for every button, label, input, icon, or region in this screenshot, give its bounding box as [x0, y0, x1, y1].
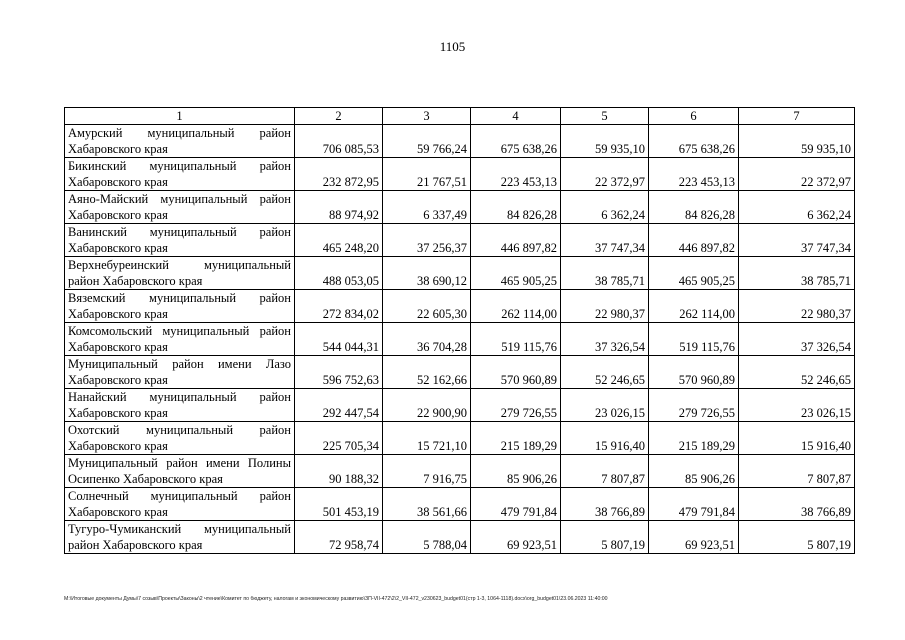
column-header: 3 — [383, 108, 471, 125]
amount-cell: 488 053,05 — [295, 257, 383, 290]
amount-cell: 225 705,34 — [295, 422, 383, 455]
amount-cell: 22 980,37 — [739, 290, 855, 323]
amount-cell: 59 935,10 — [739, 125, 855, 158]
district-name-cell: Комсомольский муниципальный район Хабаровского края — [65, 323, 295, 356]
table-row — [65, 389, 855, 422]
amount-cell: 5 788,04 — [383, 521, 471, 554]
amount-cell: 37 326,54 — [739, 323, 855, 356]
amount-cell: 479 791,84 — [471, 488, 561, 521]
amount-cell: 22 605,30 — [383, 290, 471, 323]
table-row — [65, 290, 855, 323]
amount-cell: 232 872,95 — [295, 158, 383, 191]
page-number: 1105 — [439, 39, 466, 54]
table-row — [65, 191, 855, 224]
amount-cell: 5 807,19 — [739, 521, 855, 554]
column-header: 7 — [739, 108, 855, 125]
district-name-cell: Муниципальный район имени Лазо Хабаровского края — [65, 356, 295, 389]
amount-cell: 6 337,49 — [383, 191, 471, 224]
amount-cell: 7 807,87 — [739, 455, 855, 488]
amount-cell: 279 726,55 — [649, 389, 739, 422]
amount-cell: 69 923,51 — [471, 521, 561, 554]
table-row — [65, 455, 855, 488]
amount-cell: 85 906,26 — [649, 455, 739, 488]
table-row — [65, 521, 855, 554]
amount-cell: 38 690,12 — [383, 257, 471, 290]
amount-cell: 544 044,31 — [295, 323, 383, 356]
amount-cell: 501 453,19 — [295, 488, 383, 521]
amount-cell: 90 188,32 — [295, 455, 383, 488]
amount-cell: 22 900,90 — [383, 389, 471, 422]
amount-cell: 88 974,92 — [295, 191, 383, 224]
budget-table — [64, 107, 855, 554]
amount-cell: 479 791,84 — [649, 488, 739, 521]
amount-cell: 215 189,29 — [471, 422, 561, 455]
amount-cell: 69 923,51 — [649, 521, 739, 554]
amount-cell: 38 561,66 — [383, 488, 471, 521]
amount-cell: 6 362,24 — [561, 191, 649, 224]
amount-cell: 85 906,26 — [471, 455, 561, 488]
amount-cell: 223 453,13 — [649, 158, 739, 191]
amount-cell: 52 246,65 — [561, 356, 649, 389]
amount-cell: 38 785,71 — [739, 257, 855, 290]
amount-cell: 292 447,54 — [295, 389, 383, 422]
amount-cell: 15 721,10 — [383, 422, 471, 455]
amount-cell: 706 085,53 — [295, 125, 383, 158]
amount-cell: 446 897,82 — [471, 224, 561, 257]
amount-cell: 37 256,37 — [383, 224, 471, 257]
document-path-footer: M:\Итоговые документы Думы\7 созыв\Проекты\Законы\2 чтение\Комитет по бюджету, налогам и экономическому развитию\ЗП-VII-472\2\2_VII-472_v230623_budget01(стр 1-3, 1064-1118).docx\org_budget01\23.06.2023 11:40:00 — [64, 596, 608, 602]
amount-cell: 272 834,02 — [295, 290, 383, 323]
district-name-cell: Солнечный муниципальный район Хабаровского края — [65, 488, 295, 521]
amount-cell: 570 960,89 — [471, 356, 561, 389]
amount-cell: 446 897,82 — [649, 224, 739, 257]
amount-cell: 465 248,20 — [295, 224, 383, 257]
amount-cell: 675 638,26 — [471, 125, 561, 158]
amount-cell: 52 162,66 — [383, 356, 471, 389]
amount-cell: 38 766,89 — [739, 488, 855, 521]
amount-cell: 52 246,65 — [739, 356, 855, 389]
amount-cell: 21 767,51 — [383, 158, 471, 191]
amount-cell: 37 747,34 — [561, 224, 649, 257]
amount-cell: 23 026,15 — [561, 389, 649, 422]
district-name-cell: Вяземский муниципальный район Хабаровского края — [65, 290, 295, 323]
amount-cell: 22 980,37 — [561, 290, 649, 323]
table-row — [65, 224, 855, 257]
table-row — [65, 323, 855, 356]
district-name-cell: Аяно-Майский муниципальный район Хабаровского края — [65, 191, 295, 224]
district-name-cell: Ванинский муниципальный район Хабаровского края — [65, 224, 295, 257]
amount-cell: 519 115,76 — [471, 323, 561, 356]
amount-cell: 36 704,28 — [383, 323, 471, 356]
amount-cell: 5 807,19 — [561, 521, 649, 554]
table-row — [65, 257, 855, 290]
table-row — [65, 356, 855, 389]
amount-cell: 675 638,26 — [649, 125, 739, 158]
district-name-cell: Тугуро-Чумиканский муниципальный район Хабаровского края — [65, 521, 295, 554]
district-name-cell: Нанайский муниципальный район Хабаровского края — [65, 389, 295, 422]
table-row — [65, 158, 855, 191]
amount-cell: 223 453,13 — [471, 158, 561, 191]
amount-cell: 72 958,74 — [295, 521, 383, 554]
amount-cell: 570 960,89 — [649, 356, 739, 389]
amount-cell: 215 189,29 — [649, 422, 739, 455]
amount-cell: 7 807,87 — [561, 455, 649, 488]
header-row — [65, 108, 855, 125]
table-row — [65, 422, 855, 455]
amount-cell: 7 916,75 — [383, 455, 471, 488]
district-name-cell: Охотский муниципальный район Хабаровского края — [65, 422, 295, 455]
amount-cell: 22 372,97 — [739, 158, 855, 191]
amount-cell: 15 916,40 — [739, 422, 855, 455]
column-header: 6 — [649, 108, 739, 125]
district-name-cell: Бикинский муниципальный район Хабаровского края — [65, 158, 295, 191]
amount-cell: 6 362,24 — [739, 191, 855, 224]
amount-cell: 262 114,00 — [471, 290, 561, 323]
amount-cell: 279 726,55 — [471, 389, 561, 422]
district-name-cell: Верхнебуреинский муниципальный район Хабаровского края — [65, 257, 295, 290]
district-name-cell: Муниципальный район имени Полины Осипенко Хабаровского края — [65, 455, 295, 488]
amount-cell: 22 372,97 — [561, 158, 649, 191]
amount-cell: 519 115,76 — [649, 323, 739, 356]
amount-cell: 59 766,24 — [383, 125, 471, 158]
table-row — [65, 488, 855, 521]
amount-cell: 23 026,15 — [739, 389, 855, 422]
column-header: 2 — [295, 108, 383, 125]
amount-cell: 38 785,71 — [561, 257, 649, 290]
amount-cell: 59 935,10 — [561, 125, 649, 158]
amount-cell: 84 826,28 — [649, 191, 739, 224]
column-header: 5 — [561, 108, 649, 125]
amount-cell: 465 905,25 — [649, 257, 739, 290]
amount-cell: 38 766,89 — [561, 488, 649, 521]
amount-cell: 84 826,28 — [471, 191, 561, 224]
amount-cell: 37 747,34 — [739, 224, 855, 257]
amount-cell: 37 326,54 — [561, 323, 649, 356]
amount-cell: 596 752,63 — [295, 356, 383, 389]
column-header: 4 — [471, 108, 561, 125]
column-header: 1 — [65, 108, 295, 125]
amount-cell: 465 905,25 — [471, 257, 561, 290]
district-name-cell: Амурский муниципальный район Хабаровского края — [65, 125, 295, 158]
amount-cell: 262 114,00 — [649, 290, 739, 323]
amount-cell: 15 916,40 — [561, 422, 649, 455]
table-row — [65, 125, 855, 158]
